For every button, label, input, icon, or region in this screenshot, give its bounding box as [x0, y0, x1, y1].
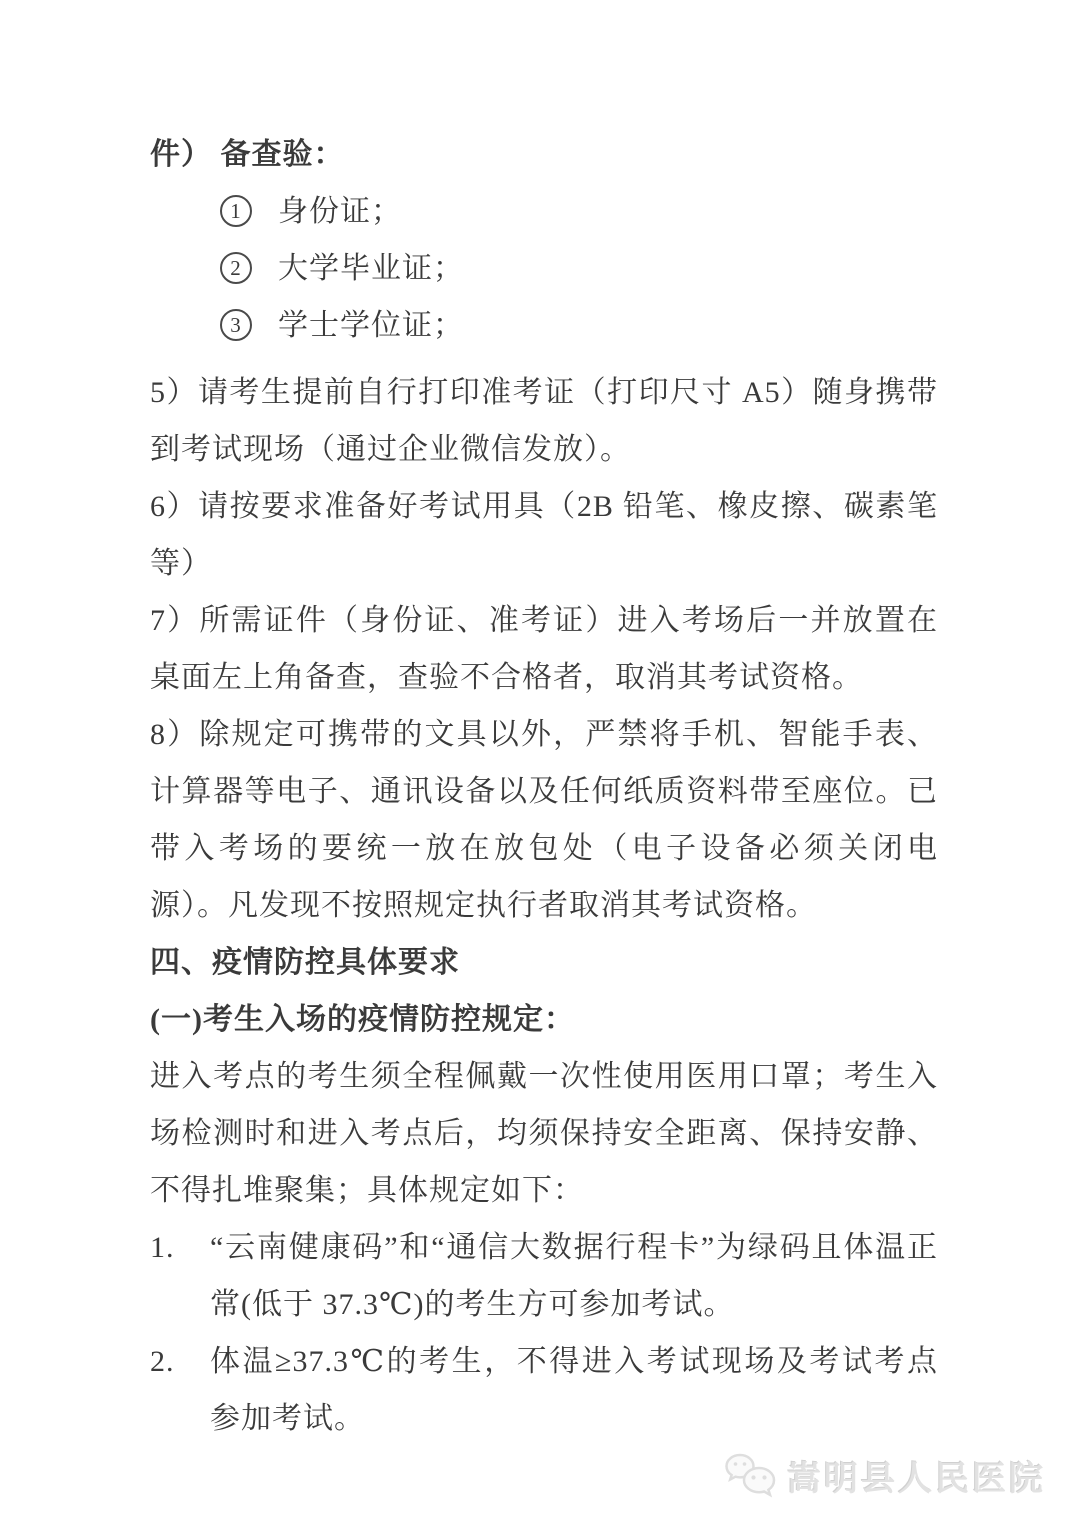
intro-line: 件） 备查验：	[150, 138, 345, 171]
item-number: 2.	[150, 1345, 175, 1378]
circled-number-icon: 3	[220, 297, 278, 341]
item-text: “云南健康码”和“通信大数据行程卡”为绿码且体温正常(低于 37.3℃)的考生方可参加考试。	[210, 1231, 938, 1321]
numbered-item	[150, 1333, 938, 1447]
credential-list	[150, 183, 938, 354]
circled-number-icon: 1	[220, 183, 278, 227]
paragraph-8: 8）除规定可携带的文具以外，严禁将手机、智能手表、计算器等电子、通讯设备以及任何纸质资料带至座位。已带入考场的要统一放在放包处（电子设备必须关闭电源）。凡发现不按照规定执行者取消其考试资格。	[150, 718, 938, 922]
list-item-text: 身份证；	[278, 195, 402, 228]
sub-heading: (一)考生入场的疫情防控规定：	[150, 1003, 575, 1036]
wechat-icon	[723, 1452, 779, 1500]
document-body	[150, 126, 938, 1447]
paragraph-6: 6）请按要求准备好考试用具（2B 铅笔、橡皮擦、碳素笔等）	[150, 490, 938, 580]
section-heading: 四、疫情防控具体要求	[150, 946, 460, 979]
paragraph-7: 7）所需证件（身份证、准考证）进入考场后一并放置在桌面左上角备查，查验不合格者，取消其考试资格。	[150, 604, 938, 694]
list-item-text: 学士学位证；	[278, 309, 464, 342]
list-item	[150, 297, 938, 354]
numbered-item	[150, 1219, 938, 1333]
list-item	[150, 240, 938, 297]
list-item-text: 大学毕业证；	[278, 252, 464, 285]
item-number: 1.	[150, 1231, 175, 1264]
watermark-text: 嵩明县人民医院	[787, 1460, 1046, 1498]
circled-number-icon: 2	[220, 240, 278, 284]
publisher-watermark	[723, 1451, 1046, 1500]
item-text: 体温≥37.3℃的考生，不得进入考试现场及考试考点参加考试。	[210, 1345, 938, 1435]
list-item	[150, 183, 938, 240]
intro-paragraph: 进入考点的考生须全程佩戴一次性使用医用口罩；考生入场检测时和进入考点后，均须保持安全距离、保持安静、不得扎堆聚集；具体规定如下：	[150, 1060, 938, 1207]
paragraph-5: 5）请考生提前自行打印准考证（打印尺寸 A5）随身携带到考试现场（通过企业微信发放）。	[150, 376, 938, 466]
